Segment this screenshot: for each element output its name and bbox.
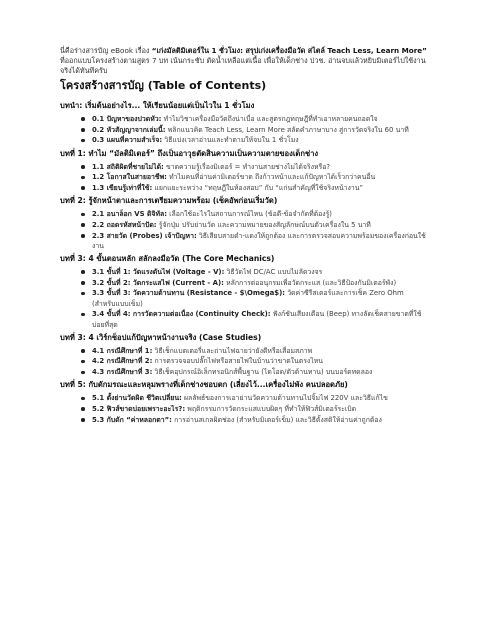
- list-item: [60, 415, 428, 425]
- item-label: 1.1 สถิติผิดที่ชายไม่ได้:: [92, 162, 164, 171]
- item-text: เลือกใช้อะไรในสถานการณ์ไหน (ข้อดี-ข้อจำกัดที่ต้องรู้): [166, 210, 332, 219]
- item-text: แยกแยะระหว่าง “ทฤษฎีในห้องสอบ” กับ “แก่นสำคัญที่ใช้จริงหน้างาน”: [152, 184, 364, 193]
- chapter-item-list: [60, 114, 428, 146]
- item-label: 5.2 ฟิวส์ขาดบ่อยเพราะอะไร?:: [92, 405, 186, 414]
- item-text: วิธีเช็กแบตเตอรี่และถ่านไฟฉายว่ายังดีหรือเสื่อมสภาพ: [152, 346, 313, 355]
- chapter-title: บทนำ: เริ่มต้นอย่างไร... ให้เรียนน้อยแต่เป็นไวใน 1 ชั่วโมง: [60, 101, 255, 110]
- chapter-title: บทที่ 5: กับดักมรณะและหลุมพรางที่เด็กช่างชอบตก (เลี่ยงไว้...เครื่องไม่พัง คนปลอดภัย): [60, 380, 348, 390]
- list-item: [60, 125, 428, 135]
- chapter-list: [60, 100, 428, 425]
- item-text: ผลลัพธ์ของการเอาย่านวัดความต้านทานไปจิ้มไฟ 220V และวิธีแก้ไข: [181, 394, 388, 403]
- item-text: ทำไมคนที่อ่านค่ามิเตอร์ขาด ถึงก้าวหน้าและแก้ปัญหาได้เร็วกว่าคนอื่น: [166, 173, 376, 182]
- item-label: 2.1 อนาล็อก VS ดิจิทัล:: [92, 210, 167, 219]
- item-text: วิธีเช็คอุปกรณ์อิเล็กทรอนิกส์พื้นฐาน (ไดโอด/ตัวต้านทาน) บนบอร์ดทดลอง: [152, 368, 373, 377]
- item-text: ทำไมวิชาเครื่องมือวัดถึงน่าเบื่อ และสูตรกฎทฤษฎีที่ทำเอาหลายคนถอดใจ: [161, 115, 378, 123]
- list-item: [60, 393, 428, 403]
- item-label: 3.1 ขั้นที่ 1: วัดแรงดันไฟ (Voltage - V):: [92, 268, 225, 277]
- item-text: การอ่านสเกลผิดช่อง (สำหรับมิเตอร์เข็ม) และวิธีตั้งสติให้อ่านค่าถูกต้อง: [171, 415, 382, 424]
- item-text: หลักการต่ออนุกรมเพื่อวัดกระแส (และวิธีป้องกันมิเตอร์พัง): [223, 278, 397, 287]
- item-label: 3.4 ขั้นที่ 4: การวัดความต่อเนื่อง (Continuity Check):: [92, 310, 271, 319]
- item-text: วิธีเสียบสายดำ-แดงให้ถูกต้อง และการตรวจสอบความพร้อมของเครื่องก่อนใช้งาน: [92, 231, 426, 250]
- list-item: [60, 356, 428, 366]
- chapter-section: [60, 379, 428, 425]
- item-label: 2.3 สายวัด (Probes) เจ้าปัญหา:: [92, 231, 197, 240]
- item-label: 0.1 ปัญหาของปวดหัว:: [92, 115, 162, 123]
- chapter-section: [60, 148, 428, 194]
- toc-heading: โครงสร้างสารบัญ (Table of Contents): [60, 79, 267, 92]
- item-text: พฤติกรรมการวัดกระแสแบบผิดๆ ที่ทำให้ฟิวส์มิเตอร์ระเบิด: [185, 405, 357, 414]
- list-item: [60, 135, 428, 145]
- list-item: [60, 367, 428, 377]
- chapter-item-list: [60, 346, 428, 378]
- list-item: [60, 404, 428, 414]
- list-item: [60, 114, 428, 124]
- chapter-item-list: [60, 162, 428, 194]
- item-text: พลิกแนวคิด Teach Less, Learn More สลัดคำภาษาบาง สู่การวัดจริงใน 60 นาที: [165, 125, 409, 134]
- item-label: 3.2 ขั้นที่ 2: วัดกระแสไฟ (Current - A):: [92, 278, 224, 287]
- item-label: 3.3 ขั้นที่ 3: วัดความต้านทาน (Resistance - $\Omega$):: [92, 289, 285, 298]
- intro-book-title: “เก่งมัลติมิเตอร์ใน 1 ชั่วโมง: สรุปเก่งเครื่องมือวัด สไตล์ Teach Less, Learn More”: [151, 46, 427, 55]
- intro-prefix: นี่คือร่างสารบัญ eBook เรื่อง: [60, 46, 152, 55]
- item-text: การตรวจจอบปลั๊กไฟหรือสายไฟในบ้านว่าขาดในตรงไหน: [152, 357, 323, 366]
- document-page: [60, 46, 428, 427]
- item-label: 4.3 กรณีศึกษาที่ 3:: [92, 368, 153, 377]
- item-label: 2.2 ถอดรหัสหน้าปัด:: [92, 220, 157, 229]
- intro-paragraph: [60, 46, 428, 76]
- chapter-section: [60, 332, 428, 378]
- item-text: รู้จักปุ่ม ปรับย่านวัด และความหมายของสัญลักษณ์บนตัวเครื่องใน 5 นาที: [156, 220, 371, 229]
- chapter-item-list: [60, 209, 428, 251]
- item-text: วิธีแบ่งเวลาอ่านและทำตามให้จบใน 1 ชั่วโมง: [162, 136, 299, 145]
- chapter-title: บทที่ 3: 4 เวิร์กช็อปแก้ปัญหาหน้างานจริง (Case Studies): [60, 332, 262, 342]
- chapter-section: [60, 253, 428, 330]
- item-text: ฟังก์ชันเสียงเตือน (Beep) ทางลัดเช็คสายขาดที่ใช้บ่อยที่สุด: [92, 310, 422, 329]
- item-text: ขาดความรู้เรื่องมิเตอร์ = ทำงานสายช่างไม่ได้จริงหรือ?: [163, 162, 331, 171]
- list-item: [60, 209, 428, 219]
- list-item: [60, 278, 428, 288]
- list-item: [60, 288, 428, 308]
- item-label: 4.2 กรณีศึกษาที่ 2:: [92, 357, 153, 366]
- item-text: วัดค่าซีรีสเตอร์และการเช็ค Zero Ohm (สำหรับแบบเข็ม): [92, 289, 404, 308]
- list-item: [60, 220, 428, 230]
- intro-suffix: ที่ออกแบบโครงสร้างตามสูตร 7 บท เน้นกระชับ ตัดน้ำเหลือแต่เนื้อ เพื่อให้เด็กช่าง ปวช. อ่านจบแล้วหยิบมิเตอร์ไปใช้งานจริงได้ทันทีครับ: [60, 56, 426, 75]
- item-text: วิธีวัดไฟ DC/AC แบบไม่ลัดวงจร: [224, 268, 323, 277]
- list-item: [60, 162, 428, 172]
- list-item: [60, 172, 428, 182]
- item-label: 4.1 กรณีศึกษาที่ 1:: [92, 346, 153, 355]
- list-item: [60, 346, 428, 356]
- chapter-section: [60, 100, 428, 146]
- list-item: [60, 231, 428, 251]
- item-label: 1.2 โอกาสในสายอาชีพ:: [92, 173, 167, 182]
- chapter-item-list: [60, 267, 428, 330]
- list-item: [60, 309, 428, 329]
- chapter-title: บทที่ 2: รู้จักหน้าตาและการเตรียมความพร้อม (เช็คอัพก่อนเริ่มวัด): [60, 196, 278, 206]
- chapter-section: [60, 195, 428, 251]
- chapter-title: บทที่ 1: ทำไม “มัลติมิเตอร์” ถึงเป็นอาวุธตัดสินความเป็นความตายของเด็กช่าง: [60, 148, 319, 158]
- item-label: 5.3 กับดัก “ค่าหลอกตา”:: [92, 415, 172, 424]
- item-label: 5.1 ตั้งย่านวัดผิด ชีวิตเปลี่ยน:: [92, 394, 182, 403]
- item-label: 1.3 เขียนรู้เท่าที่ใช้:: [92, 184, 153, 193]
- item-label: 0.3 แผนที่ความสำเร็จ:: [92, 136, 163, 145]
- list-item: [60, 267, 428, 277]
- chapter-item-list: [60, 393, 428, 425]
- item-label: 0.2 หัวสัญญาจากเล่มนี้:: [92, 125, 166, 134]
- list-item: [60, 183, 428, 193]
- chapter-title: บทที่ 3: 4 ขั้นตอนหลัก สลักลงมือวัด (The Core Mechanics): [60, 254, 275, 264]
